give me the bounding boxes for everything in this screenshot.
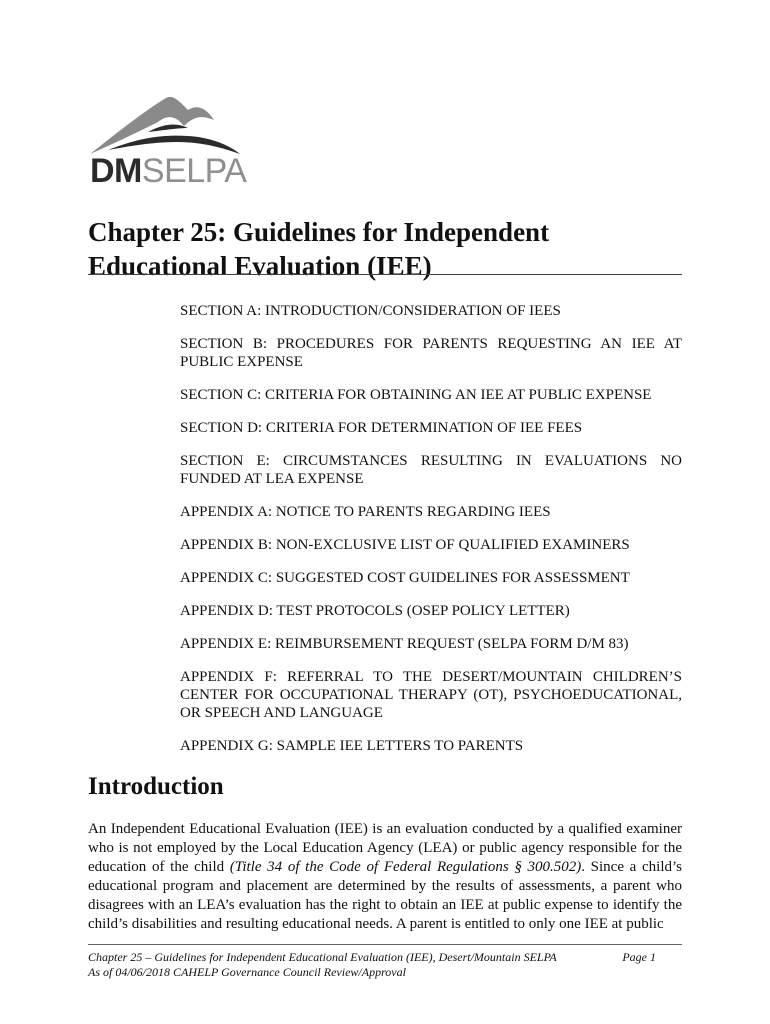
chapter-title: Chapter 25: Guidelines for Independent Educational Evaluation (IEE) bbox=[88, 217, 550, 281]
page-footer bbox=[88, 950, 682, 980]
title-divider bbox=[88, 274, 682, 275]
toc-item: APPENDIX B: NON-EXCLUSIVE LIST OF QUALIFIED EXAMINERS bbox=[180, 537, 630, 553]
toc-item: SECTION C: CRITERIA FOR OBTAINING AN IEE AT PUBLIC EXPENSE bbox=[180, 387, 652, 403]
toc-item: SECTION A: INTRODUCTION/CONSIDERATION OF IEES bbox=[180, 303, 561, 319]
intro-citation: (Title 34 of the Code of Federal Regulations § 300.502) bbox=[229, 859, 582, 875]
toc-item: SECTION E: CIRCUMSTANCES RESULTING IN EVALUATIONS NO FUNDED AT LEA EXPENSE bbox=[180, 453, 682, 487]
dmselpa-logo bbox=[88, 92, 258, 192]
introduction-heading: Introduction bbox=[88, 773, 224, 800]
introduction-paragraph bbox=[88, 820, 682, 934]
toc-item: SECTION D: CRITERIA FOR DETERMINATION OF IEE FEES bbox=[180, 420, 583, 436]
footer-line-1: Chapter 25 – Guidelines for Independent Educational Evaluation (IEE), Desert/Mountain SELPA bbox=[88, 950, 557, 964]
toc-item: APPENDIX A: NOTICE TO PARENTS REGARDING IEES bbox=[180, 504, 551, 520]
toc-item: APPENDIX F: REFERRAL TO THE DESERT/MOUNTAIN CHILDREN’S CENTER FOR OCCUPATIONAL THERAPY (OT), PSYCHOEDUCATIONAL, OR SPEECH AND LANGUAGE bbox=[180, 669, 682, 721]
logo-wordmark bbox=[90, 154, 247, 188]
footer-divider bbox=[88, 944, 682, 945]
intro-text-part: An Independent Educational Evaluation (IEE) is an evaluation conducted by a qualified examiner who is not employed by the Local Education Agency (LEA) or public agency responsible for the education of the child bbox=[88, 821, 682, 875]
logo-dm: DM bbox=[90, 152, 142, 190]
logo-selpa: SELPA bbox=[141, 152, 247, 190]
toc-item: APPENDIX C: SUGGESTED COST GUIDELINES FOR ASSESSMENT bbox=[180, 570, 630, 586]
intro-text-part: . Since a child’s educational program and placement are determined by the results of assessments, a parent who disagrees with an LEA’s evaluation has the right to obtain an IEE at public expense to identify the child’s disabilities and resulting educational needs. A parent is entitled to only one IEE at public bbox=[88, 859, 682, 932]
toc-item: APPENDIX D: TEST PROTOCOLS (OSEP POLICY LETTER) bbox=[180, 603, 570, 619]
toc-item: APPENDIX G: SAMPLE IEE LETTERS TO PARENTS bbox=[180, 738, 524, 754]
toc-item: APPENDIX E: REIMBURSEMENT REQUEST (SELPA FORM D/M 83) bbox=[180, 636, 629, 652]
toc-item: SECTION B: PROCEDURES FOR PARENTS REQUESTING AN IEE AT PUBLIC EXPENSE bbox=[180, 336, 682, 370]
page-number: Page 1 bbox=[622, 950, 656, 964]
table-of-contents bbox=[180, 302, 682, 755]
footer-line-2: As of 04/06/2018 CAHELP Governance Council Review/Approval bbox=[88, 965, 406, 979]
